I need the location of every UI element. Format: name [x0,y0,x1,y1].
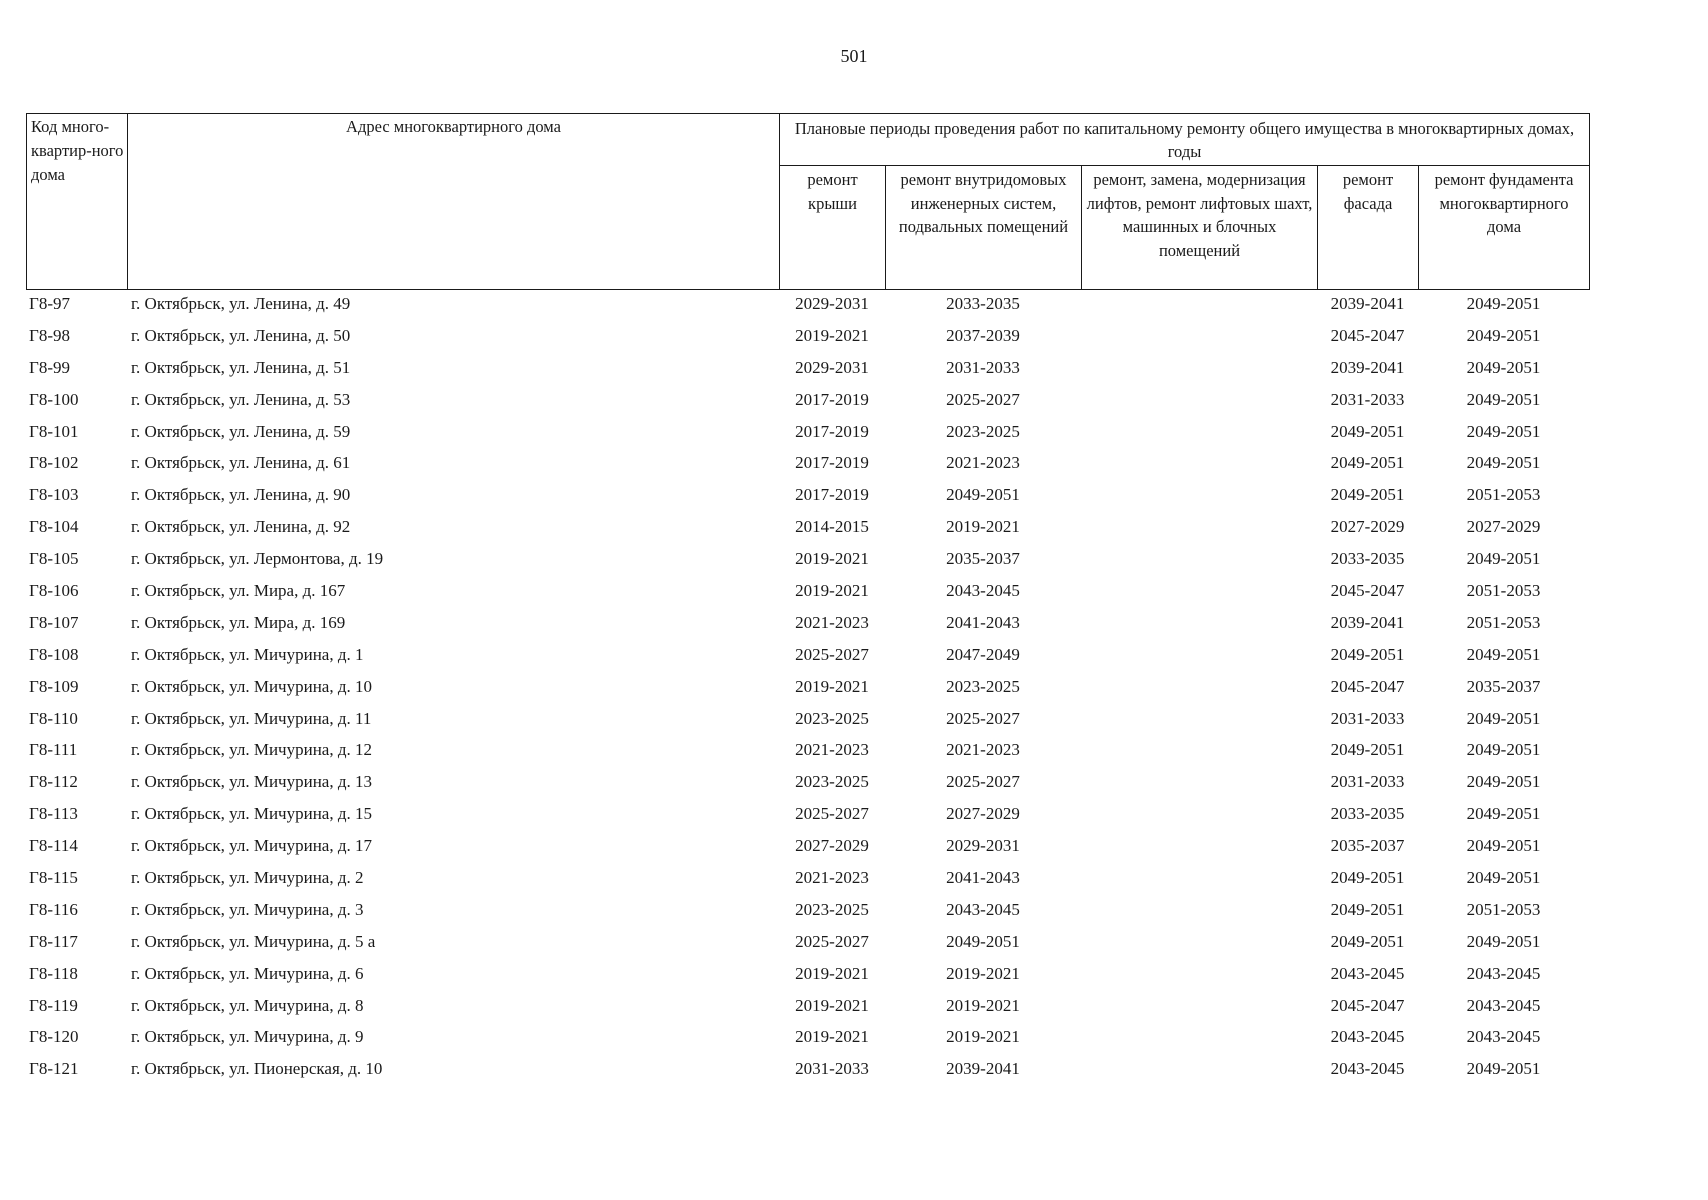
cell-code: Г8-103 [29,485,79,505]
cell-foundation: 2051-2053 [1466,580,1541,600]
cell-facade: 2031-2033 [1330,772,1405,792]
cell-code: Г8-116 [29,899,78,919]
cell-code: Г8-99 [29,357,70,377]
cell-facade: 2049-2051 [1330,421,1405,441]
cell-facade: 2039-2041 [1330,612,1405,632]
cell-address: г. Октябрьск, ул. Ленина, д. 90 [131,485,351,505]
table-row [26,575,1589,607]
cell-code: Г8-105 [29,549,79,569]
cell-code: Г8-106 [29,580,79,600]
cell-elevators [1081,384,1317,416]
cell-address: г. Октябрьск, ул. Мичурина, д. 15 [131,804,372,824]
header-code [27,114,128,290]
header-periods-label: Плановые периоды проведения работ по капитальному ремонту общего имущества в многоквартирных домах, годы [794,119,1575,161]
header-facade-label: ремонт фасада [1342,170,1394,213]
cell-engineering: 2025-2027 [946,389,1020,409]
cell-facade: 2043-2045 [1330,1059,1405,1079]
cell-engineering: 2043-2045 [946,899,1020,919]
cell-engineering: 2047-2049 [946,644,1020,664]
cell-engineering: 2025-2027 [946,708,1020,728]
table-row [26,990,1589,1022]
cell-foundation: 2043-2045 [1466,1027,1541,1047]
cell-roof: 2031-2033 [795,1059,869,1079]
cell-foundation: 2049-2051 [1466,453,1541,473]
cell-facade: 2033-2035 [1330,804,1405,824]
cell-foundation: 2027-2029 [1466,517,1541,537]
cell-facade: 2031-2033 [1330,389,1405,409]
table-row [26,384,1589,416]
cell-roof: 2017-2019 [795,453,869,473]
cell-foundation: 2049-2051 [1466,772,1541,792]
cell-code: Г8-107 [29,612,79,632]
cell-facade: 2039-2041 [1330,293,1405,313]
cell-code: Г8-101 [29,421,79,441]
cell-elevators [1081,830,1317,862]
cell-code: Г8-109 [29,676,79,696]
cell-foundation: 2051-2053 [1466,612,1541,632]
cell-roof: 2021-2023 [795,740,869,760]
cell-facade: 2049-2051 [1330,740,1405,760]
cell-engineering: 2023-2025 [946,421,1020,441]
table-row [26,639,1589,671]
cell-roof: 2017-2019 [795,485,869,505]
table-row [26,543,1589,575]
cell-foundation: 2049-2051 [1466,293,1541,313]
cell-roof: 2029-2031 [795,293,869,313]
cell-code: Г8-108 [29,644,79,664]
cell-foundation: 2035-2037 [1466,676,1541,696]
cell-roof: 2021-2023 [795,867,869,887]
cell-engineering: 2033-2035 [946,293,1020,313]
cell-elevators [1081,1053,1317,1085]
cell-elevators [1081,1021,1317,1053]
table-row [26,416,1589,448]
cell-address: г. Октябрьск, ул. Лермонтова, д. 19 [131,549,384,569]
table-rows [26,288,1589,1085]
cell-address: г. Октябрьск, ул. Ленина, д. 53 [131,389,351,409]
cell-address: г. Октябрьск, ул. Ленина, д. 49 [131,293,351,313]
cell-facade: 2043-2045 [1330,1027,1405,1047]
cell-foundation: 2043-2045 [1466,963,1541,983]
cell-foundation: 2049-2051 [1466,1059,1541,1079]
cell-roof: 2017-2019 [795,421,869,441]
cell-foundation: 2043-2045 [1466,995,1541,1015]
header-code-label: Код много-квартир-ного дома [31,117,124,184]
cell-foundation: 2049-2051 [1466,836,1541,856]
table-row [26,479,1589,511]
table-row [26,862,1589,894]
cell-roof: 2021-2023 [795,612,869,632]
cell-foundation: 2051-2053 [1466,485,1541,505]
cell-elevators [1081,958,1317,990]
cell-facade: 2049-2051 [1330,931,1405,951]
cell-code: Г8-111 [29,740,78,760]
cell-engineering: 2049-2051 [946,485,1020,505]
cell-code: Г8-121 [29,1059,79,1079]
cell-elevators [1081,798,1317,830]
cell-roof: 2019-2021 [795,995,869,1015]
cell-facade: 2049-2051 [1330,644,1405,664]
cell-address: г. Октябрьск, ул. Мичурина, д. 3 [131,899,364,919]
cell-address: г. Октябрьск, ул. Мичурина, д. 10 [131,676,372,696]
table-row [26,1021,1589,1053]
cell-engineering: 2039-2041 [946,1059,1020,1079]
cell-facade: 2045-2047 [1330,580,1405,600]
cell-roof: 2025-2027 [795,644,869,664]
cell-elevators [1081,416,1317,448]
cell-address: г. Октябрьск, ул. Пионерская, д. 10 [131,1059,383,1079]
header-engineering [886,166,1082,290]
cell-facade: 2033-2035 [1330,549,1405,569]
cell-elevators [1081,543,1317,575]
cell-facade: 2035-2037 [1330,836,1405,856]
cell-facade: 2043-2045 [1330,963,1405,983]
header-roof-label: ремонт крыши [807,170,858,213]
cell-engineering: 2021-2023 [946,453,1020,473]
cell-engineering: 2019-2021 [946,963,1020,983]
cell-foundation: 2049-2051 [1466,357,1541,377]
cell-elevators [1081,479,1317,511]
cell-code: Г8-120 [29,1027,79,1047]
cell-elevators [1081,447,1317,479]
table-row [26,320,1589,352]
cell-code: Г8-104 [29,517,79,537]
cell-elevators [1081,352,1317,384]
cell-roof: 2017-2019 [795,389,869,409]
cell-engineering: 2049-2051 [946,931,1020,951]
table-row [26,958,1589,990]
cell-elevators [1081,288,1317,320]
cell-elevators [1081,671,1317,703]
cell-code: Г8-100 [29,389,79,409]
cell-foundation: 2049-2051 [1466,708,1541,728]
cell-foundation: 2049-2051 [1466,867,1541,887]
header-engineering-label: ремонт внутридомовых инженерных систем, подвальных помещений [898,170,1069,236]
cell-address: г. Октябрьск, ул. Мичурина, д. 17 [131,836,372,856]
cell-engineering: 2029-2031 [946,836,1020,856]
cell-code: Г8-119 [29,995,78,1015]
cell-elevators [1081,639,1317,671]
page-number: 501 [840,46,868,66]
table-header [26,113,1590,290]
cell-roof: 2019-2021 [795,549,869,569]
cell-address: г. Октябрьск, ул. Мира, д. 169 [131,612,346,632]
cell-roof: 2025-2027 [795,931,869,951]
header-periods [780,114,1590,166]
cell-roof: 2019-2021 [795,580,869,600]
cell-elevators [1081,511,1317,543]
cell-code: Г8-117 [29,931,78,951]
cell-address: г. Октябрьск, ул. Ленина, д. 50 [131,325,351,345]
cell-engineering: 2035-2037 [946,549,1020,569]
table-row [26,798,1589,830]
cell-roof: 2027-2029 [795,836,869,856]
cell-address: г. Октябрьск, ул. Ленина, д. 51 [131,357,351,377]
cell-roof: 2023-2025 [795,708,869,728]
cell-address: г. Октябрьск, ул. Мичурина, д. 5 а [131,931,376,951]
cell-code: Г8-102 [29,453,79,473]
cell-facade: 2031-2033 [1330,708,1405,728]
cell-engineering: 2025-2027 [946,772,1020,792]
cell-engineering: 2023-2025 [946,676,1020,696]
cell-address: г. Октябрьск, ул. Ленина, д. 92 [131,517,351,537]
cell-elevators [1081,926,1317,958]
table-row [26,607,1589,639]
table-row [26,352,1589,384]
header-elevators-label: ремонт, замена, модернизация лифтов, ремонт лифтовых шахт, машинных и блочных помещений [1086,170,1313,260]
cell-engineering: 2041-2043 [946,867,1020,887]
cell-facade: 2045-2047 [1330,676,1405,696]
cell-elevators [1081,990,1317,1022]
cell-roof: 2025-2027 [795,804,869,824]
cell-facade: 2027-2029 [1330,517,1405,537]
cell-engineering: 2041-2043 [946,612,1020,632]
cell-elevators [1081,575,1317,607]
cell-address: г. Октябрьск, ул. Мичурина, д. 2 [131,867,364,887]
cell-code: Г8-115 [29,867,78,887]
header-address-label: Адрес многоквартирного дома [346,117,561,136]
cell-facade: 2045-2047 [1330,325,1405,345]
cell-code: Г8-112 [29,772,78,792]
table-body [26,288,1589,1085]
cell-elevators [1081,607,1317,639]
cell-engineering: 2021-2023 [946,740,1020,760]
cell-engineering: 2019-2021 [946,1027,1020,1047]
cell-address: г. Октябрьск, ул. Мичурина, д. 1 [131,644,364,664]
cell-roof: 2023-2025 [795,772,869,792]
cell-facade: 2049-2051 [1330,899,1405,919]
cell-facade: 2049-2051 [1330,485,1405,505]
cell-roof: 2019-2021 [795,1027,869,1047]
cell-roof: 2023-2025 [795,899,869,919]
cell-code: Г8-110 [29,708,78,728]
cell-address: г. Октябрьск, ул. Мичурина, д. 8 [131,995,364,1015]
cell-engineering: 2019-2021 [946,995,1020,1015]
cell-code: Г8-114 [29,836,78,856]
cell-facade: 2039-2041 [1330,357,1405,377]
cell-foundation: 2049-2051 [1466,644,1541,664]
cell-elevators [1081,894,1317,926]
cell-engineering: 2031-2033 [946,357,1020,377]
cell-roof: 2014-2015 [795,517,869,537]
header-elevators [1082,166,1318,290]
cell-address: г. Октябрьск, ул. Мира, д. 167 [131,580,346,600]
cell-elevators [1081,703,1317,735]
cell-address: г. Октябрьск, ул. Мичурина, д. 13 [131,772,372,792]
cell-code: Г8-97 [29,293,70,313]
cell-roof: 2019-2021 [795,963,869,983]
cell-engineering: 2043-2045 [946,580,1020,600]
cell-engineering: 2027-2029 [946,804,1020,824]
table-row [26,830,1589,862]
cell-address: г. Октябрьск, ул. Ленина, д. 61 [131,453,351,473]
cell-facade: 2049-2051 [1330,453,1405,473]
table-row [26,288,1589,320]
header-facade [1318,166,1419,290]
cell-roof: 2019-2021 [795,325,869,345]
cell-address: г. Октябрьск, ул. Мичурина, д. 11 [131,708,372,728]
cell-code: Г8-98 [29,325,70,345]
table-row [26,447,1589,479]
cell-elevators [1081,320,1317,352]
table-row [26,703,1589,735]
table-row [26,766,1589,798]
cell-code: Г8-113 [29,804,78,824]
table-row [26,926,1589,958]
cell-elevators [1081,862,1317,894]
cell-foundation: 2049-2051 [1466,325,1541,345]
table-row [26,894,1589,926]
cell-address: г. Октябрьск, ул. Ленина, д. 59 [131,421,351,441]
cell-foundation: 2051-2053 [1466,899,1541,919]
header-foundation [1419,166,1590,290]
cell-elevators [1081,734,1317,766]
cell-foundation: 2049-2051 [1466,549,1541,569]
table-row [26,1053,1589,1085]
header-foundation-label: ремонт фундамента многоквартирного дома [1434,170,1574,236]
cell-facade: 2045-2047 [1330,995,1405,1015]
cell-address: г. Октябрьск, ул. Мичурина, д. 9 [131,1027,364,1047]
header-roof [780,166,886,290]
cell-address: г. Октябрьск, ул. Мичурина, д. 6 [131,963,364,983]
cell-facade: 2049-2051 [1330,867,1405,887]
cell-engineering: 2037-2039 [946,325,1020,345]
cell-roof: 2029-2031 [795,357,869,377]
table-row [26,671,1589,703]
cell-roof: 2019-2021 [795,676,869,696]
table-row [26,734,1589,766]
header-address [128,114,780,290]
cell-code: Г8-118 [29,963,78,983]
cell-engineering: 2019-2021 [946,517,1020,537]
cell-foundation: 2049-2051 [1466,421,1541,441]
cell-elevators [1081,766,1317,798]
table-row [26,511,1589,543]
cell-foundation: 2049-2051 [1466,389,1541,409]
cell-foundation: 2049-2051 [1466,740,1541,760]
cell-foundation: 2049-2051 [1466,931,1541,951]
cell-foundation: 2049-2051 [1466,804,1541,824]
cell-address: г. Октябрьск, ул. Мичурина, д. 12 [131,740,372,760]
